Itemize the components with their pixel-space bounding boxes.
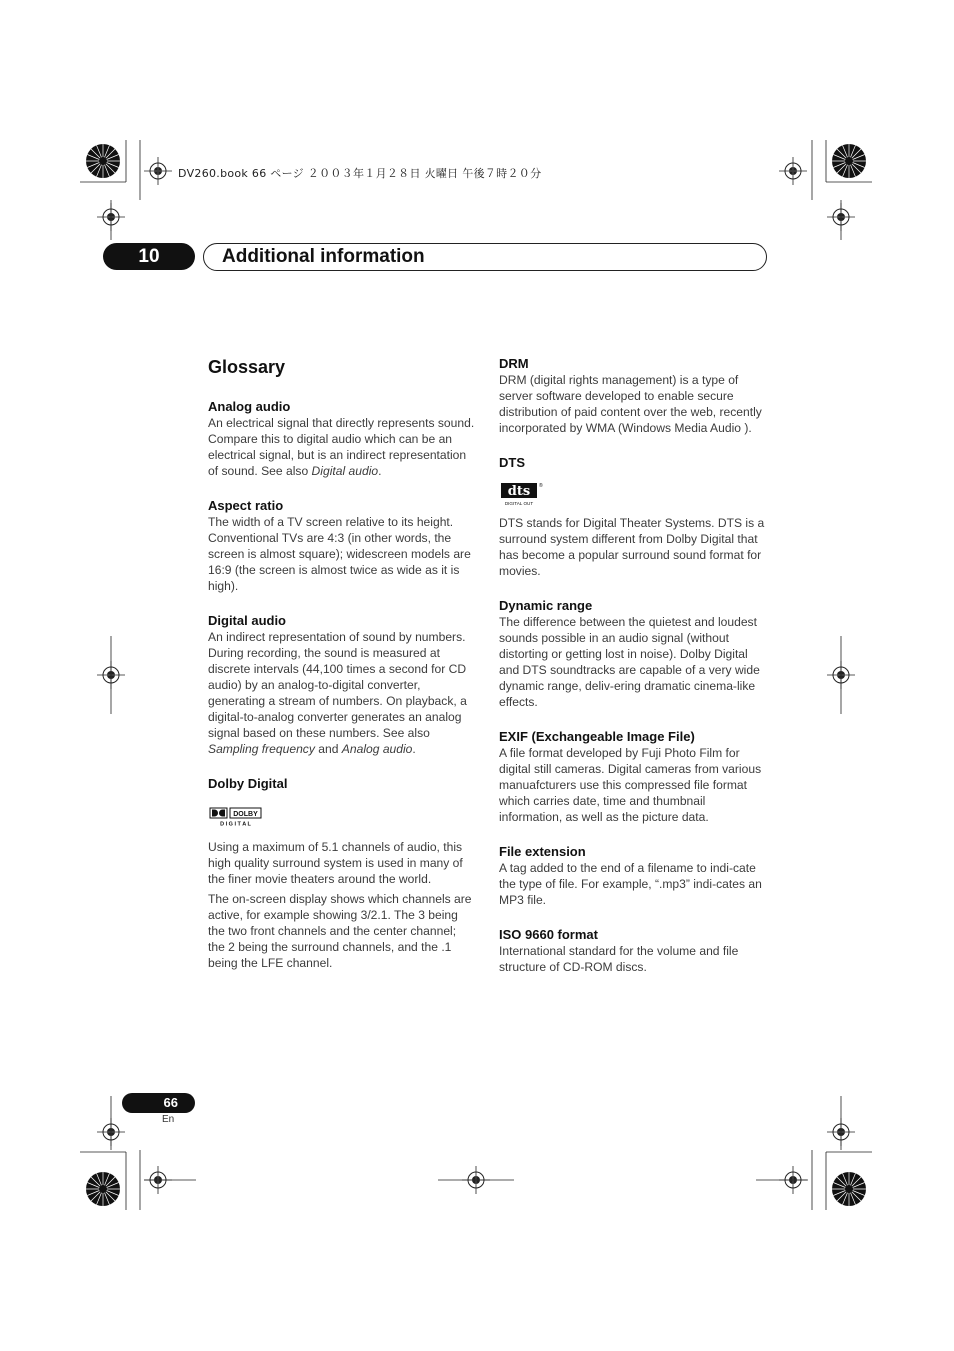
entry-iso-9660: [499, 926, 767, 975]
term: Dynamic range: [499, 598, 593, 613]
term: Digital audio: [208, 613, 286, 628]
definition: Using a maximum of 5.1 channels of audio, this high quality surround system is used in many of the finer movie theaters around the world.: [208, 840, 463, 886]
svg-text:DIGITAL OUT: DIGITAL OUT: [504, 501, 534, 506]
term: DRM: [499, 356, 529, 371]
entry-dolby-digital: [208, 775, 476, 971]
chapter-title: Additional information: [222, 246, 425, 267]
term: Dolby Digital: [208, 776, 288, 791]
term: File extension: [499, 844, 586, 859]
definition: An electrical signal that directly represents sound. Compare this to digital audio which can be an electrical signal, but is an indirect representation of sound. See also Digital audio.: [208, 416, 475, 478]
definition: A tag added to the end of a filename to indi-cate the type of file. For example, “.mp3” indi-cates an MP3 file.: [499, 861, 762, 907]
svg-text:dts: dts: [507, 484, 531, 499]
print-info: DV260.book 66 ページ ２００３年１月２８日 火曜日 午後７時２０分: [178, 167, 542, 180]
cross-reference: Digital audio: [311, 464, 379, 478]
entry-digital-audio: [208, 612, 476, 757]
entry-analog-audio: [208, 398, 476, 479]
dolby-digital-logo: [209, 807, 263, 827]
definition: DTS stands for Digital Theater Systems. DTS is a surround system different from Dolby Digital that has become a popular surround sound format for movies.: [499, 516, 765, 578]
glossary-title: Glossary: [208, 357, 286, 377]
page-number-badge: 66: [122, 1093, 195, 1113]
entry-exif: [499, 728, 767, 825]
svg-text:®: ®: [539, 483, 543, 489]
svg-text:DOLBY: DOLBY: [233, 811, 258, 818]
chapter-number-badge: 10: [103, 243, 195, 270]
definition: DRM (digital rights management) is a type of server software developed to enable secure distribution of paid content over the web, recently incorporated by WMA (Windows Media Audio ).: [499, 373, 762, 435]
left-column: [208, 355, 476, 989]
term: DTS: [499, 455, 525, 470]
definition: International standard for the volume and file structure of CD-ROM discs.: [499, 944, 739, 974]
cross-reference: Analog audio: [341, 742, 413, 756]
definition: The width of a TV screen relative to its height. Conventional TVs are 4:3 (in other words, the screen is almost square); widescreen models are 16:9 (the screen is almost twice as wide as it is high).: [208, 515, 471, 593]
svg-text:D I G I T A L: D I G I T A L: [220, 821, 251, 828]
entry-aspect-ratio: [208, 497, 476, 594]
entry-dynamic-range: [499, 597, 767, 710]
definition: The difference between the quietest and loudest sounds possible in an audio signal (without distorting or getting lost in noise). Dolby Digital and DTS soundtracks are capable of a very wide dynamic range, deliv-ering dramatic cinema-like effects.: [499, 615, 760, 709]
page-language: En: [162, 1114, 175, 1125]
definition: A file format developed by Fuji Photo Film for digital still cameras. Digital cameras from various manuafcturers use this compressed file format which carries date, time and thumbnail information, as well as the picture data.: [499, 746, 762, 824]
term: Aspect ratio: [208, 498, 284, 513]
definition: The on-screen display shows which channels are active, for example showing 3/2.1. The 3 being the two front channels and the center channel; the 2 being the surround channels, and the .1 being the LFE channel.: [208, 892, 472, 970]
cross-reference: Sampling frequency: [208, 742, 315, 756]
entry-file-extension: [499, 843, 767, 908]
term: ISO 9660 format: [499, 927, 598, 942]
definition: An indirect representation of sound by numbers. During recording, the sound is measured at discrete intervals (44,100 times a second for CD audio) by an analog-to-digital converter, generating a stream of numbers. On playback, a digital-to-analog converter generates an analog signal based on these numbers. See also Sampling frequency and Analog audio.: [208, 630, 467, 756]
term: EXIF (Exchangeable Image File): [499, 729, 695, 744]
term: Analog audio: [208, 399, 291, 414]
entry-drm: [499, 355, 767, 436]
dts-digital-out-logo: [500, 481, 542, 507]
right-column: [499, 355, 767, 993]
entry-dts: [499, 454, 767, 579]
chapter-title-box: [203, 243, 767, 271]
